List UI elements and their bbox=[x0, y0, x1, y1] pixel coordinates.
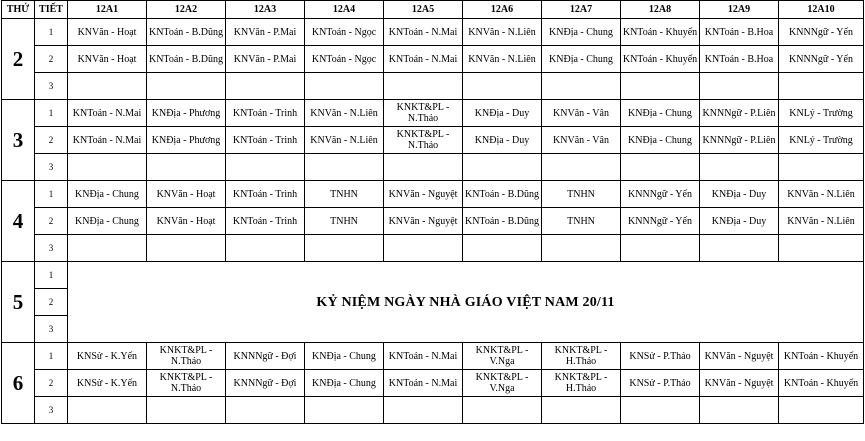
schedule-cell: KNKT&PL - V.Nga bbox=[463, 370, 542, 397]
period-number: 2 bbox=[35, 208, 68, 235]
schedule-cell bbox=[384, 397, 463, 424]
day-label: 5 bbox=[2, 262, 35, 343]
table-row bbox=[2, 262, 864, 289]
schedule-cell bbox=[384, 235, 463, 262]
schedule-cell: KNToán - Trinh bbox=[226, 100, 305, 127]
day-label: 6 bbox=[2, 343, 35, 424]
schedule-cell bbox=[621, 73, 700, 100]
header-row bbox=[2, 1, 864, 19]
schedule-cell bbox=[621, 397, 700, 424]
schedule-cell: KNVăn - Vân bbox=[542, 127, 621, 154]
schedule-cell: KNNNgữ - Đợi bbox=[226, 370, 305, 397]
table-row bbox=[2, 208, 864, 235]
header-period: TIẾT bbox=[35, 1, 68, 19]
schedule-cell bbox=[68, 397, 147, 424]
schedule-cell: KNĐịa - Duy bbox=[700, 181, 779, 208]
schedule-cell: KNToán - B.Hoa bbox=[700, 46, 779, 73]
period-number: 3 bbox=[35, 397, 68, 424]
period-number: 2 bbox=[35, 127, 68, 154]
schedule-cell: KNVăn - P.Mai bbox=[226, 46, 305, 73]
schedule-cell: TNHN bbox=[305, 181, 384, 208]
table-row bbox=[2, 235, 864, 262]
schedule-cell: KNVăn - N.Liên bbox=[779, 181, 864, 208]
schedule-cell: KNVăn - Hoạt bbox=[68, 19, 147, 46]
schedule-cell: KNToán - N.Mai bbox=[68, 100, 147, 127]
schedule-cell: KNVăn - N.Liên bbox=[305, 127, 384, 154]
schedule-cell: KNVăn - N.Liên bbox=[779, 208, 864, 235]
timetable-header bbox=[2, 1, 864, 19]
schedule-cell: KNĐịa - Chung bbox=[68, 208, 147, 235]
schedule-cell: KNToán - B.Dũng bbox=[463, 181, 542, 208]
schedule-cell: KNKT&PL - N.Thảo bbox=[147, 370, 226, 397]
table-row bbox=[2, 46, 864, 73]
schedule-cell: KNĐịa - Phương bbox=[147, 100, 226, 127]
schedule-cell: KNSử - P.Thảo bbox=[621, 370, 700, 397]
header-class: 12A10 bbox=[779, 1, 864, 19]
schedule-cell: KNĐịa - Duy bbox=[463, 100, 542, 127]
schedule-cell: KNĐịa - Duy bbox=[463, 127, 542, 154]
header-class: 12A4 bbox=[305, 1, 384, 19]
schedule-cell: KNToán - N.Mai bbox=[384, 343, 463, 370]
schedule-cell: KNSử - P.Thảo bbox=[621, 343, 700, 370]
schedule-cell bbox=[68, 235, 147, 262]
schedule-cell: KNĐịa - Chung bbox=[68, 181, 147, 208]
schedule-cell bbox=[384, 154, 463, 181]
table-row bbox=[2, 73, 864, 100]
schedule-cell: KNĐịa - Chung bbox=[542, 46, 621, 73]
schedule-cell: KNKT&PL - H.Thảo bbox=[542, 343, 621, 370]
schedule-cell bbox=[68, 154, 147, 181]
schedule-cell bbox=[147, 73, 226, 100]
schedule-cell bbox=[700, 154, 779, 181]
schedule-cell: KNToán - Trinh bbox=[226, 127, 305, 154]
schedule-cell: KNNNgữ - Yến bbox=[779, 46, 864, 73]
schedule-cell bbox=[463, 235, 542, 262]
schedule-cell: KNĐịa - Phương bbox=[147, 127, 226, 154]
table-row bbox=[2, 181, 864, 208]
schedule-cell: KNĐịa - Duy bbox=[700, 208, 779, 235]
schedule-cell: KNLý - Trường bbox=[779, 100, 864, 127]
schedule-cell: KNToán - B.Dũng bbox=[147, 46, 226, 73]
period-number: 2 bbox=[35, 289, 68, 316]
schedule-cell bbox=[542, 397, 621, 424]
schedule-cell: KNToán - Ngọc bbox=[305, 19, 384, 46]
schedule-cell: KNNNgữ - Đợi bbox=[226, 343, 305, 370]
header-class: 12A3 bbox=[226, 1, 305, 19]
schedule-cell: KNVăn - Hoạt bbox=[147, 181, 226, 208]
schedule-cell: KNKT&PL - V.Nga bbox=[463, 343, 542, 370]
schedule-cell: KNNNgữ - P.Liên bbox=[700, 100, 779, 127]
schedule-cell: KNĐịa - Chung bbox=[621, 100, 700, 127]
schedule-cell: KNVăn - N.Liên bbox=[463, 46, 542, 73]
schedule-cell: KNĐịa - Chung bbox=[305, 370, 384, 397]
period-number: 2 bbox=[35, 370, 68, 397]
schedule-cell: KNVăn - N.Liên bbox=[305, 100, 384, 127]
schedule-cell: KNKT&PL - N.Thảo bbox=[384, 100, 463, 127]
schedule-cell bbox=[147, 154, 226, 181]
header-class: 12A2 bbox=[147, 1, 226, 19]
table-row bbox=[2, 370, 864, 397]
schedule-cell bbox=[542, 73, 621, 100]
schedule-cell: TNHN bbox=[542, 181, 621, 208]
schedule-cell bbox=[226, 397, 305, 424]
schedule-cell: KNKT&PL - N.Thảo bbox=[384, 127, 463, 154]
schedule-cell bbox=[384, 73, 463, 100]
schedule-cell bbox=[305, 73, 384, 100]
table-row bbox=[2, 343, 864, 370]
schedule-cell: KNToán - Ngọc bbox=[305, 46, 384, 73]
schedule-cell: KNToán - B.Dũng bbox=[463, 208, 542, 235]
table-row bbox=[2, 397, 864, 424]
schedule-cell: KNToán - N.Mai bbox=[384, 46, 463, 73]
schedule-cell: KNSử - K.Yến bbox=[68, 370, 147, 397]
table-row bbox=[2, 154, 864, 181]
schedule-cell: KNKT&PL - H.Thảo bbox=[542, 370, 621, 397]
schedule-cell bbox=[305, 397, 384, 424]
schedule-cell bbox=[463, 397, 542, 424]
timetable bbox=[1, 0, 864, 424]
schedule-cell: KNToán - Trinh bbox=[226, 181, 305, 208]
schedule-cell bbox=[463, 73, 542, 100]
schedule-cell: KNToán - N.Mai bbox=[68, 127, 147, 154]
schedule-cell bbox=[700, 235, 779, 262]
schedule-cell: KNToán - Khuyến bbox=[779, 370, 864, 397]
day-label: 4 bbox=[2, 181, 35, 262]
timetable-body bbox=[2, 19, 864, 424]
schedule-cell: KNLý - Trường bbox=[779, 127, 864, 154]
table-row bbox=[2, 19, 864, 46]
period-number: 1 bbox=[35, 343, 68, 370]
schedule-cell bbox=[542, 154, 621, 181]
schedule-cell: KNToán - B.Dũng bbox=[147, 19, 226, 46]
schedule-cell bbox=[305, 235, 384, 262]
schedule-cell: KNVăn - Nguyệt bbox=[384, 208, 463, 235]
schedule-cell bbox=[700, 73, 779, 100]
schedule-cell bbox=[779, 235, 864, 262]
period-number: 1 bbox=[35, 19, 68, 46]
table-row bbox=[2, 100, 864, 127]
schedule-cell bbox=[226, 73, 305, 100]
schedule-cell: TNHN bbox=[305, 208, 384, 235]
schedule-cell: KNNNgữ - Yến bbox=[621, 208, 700, 235]
period-number: 1 bbox=[35, 262, 68, 289]
schedule-cell: KNNNgữ - Yến bbox=[621, 181, 700, 208]
period-number: 3 bbox=[35, 316, 68, 343]
schedule-cell: KNNNgữ - P.Liên bbox=[700, 127, 779, 154]
schedule-cell: KNVăn - Hoạt bbox=[147, 208, 226, 235]
header-class: 12A9 bbox=[700, 1, 779, 19]
schedule-cell: KNVăn - N.Liên bbox=[463, 19, 542, 46]
header-day: THỨ bbox=[2, 1, 35, 19]
schedule-cell bbox=[226, 154, 305, 181]
schedule-cell bbox=[779, 154, 864, 181]
schedule-cell bbox=[700, 397, 779, 424]
schedule-cell: KNKT&PL - N.Thảo bbox=[147, 343, 226, 370]
schedule-cell bbox=[621, 235, 700, 262]
header-class: 12A6 bbox=[463, 1, 542, 19]
schedule-cell: KNToán - Khuyến bbox=[779, 343, 864, 370]
schedule-cell: KNĐịa - Chung bbox=[621, 127, 700, 154]
schedule-cell bbox=[147, 397, 226, 424]
day-label: 2 bbox=[2, 19, 35, 100]
schedule-cell bbox=[226, 235, 305, 262]
period-number: 2 bbox=[35, 46, 68, 73]
schedule-cell bbox=[779, 397, 864, 424]
holiday-banner: KỶ NIỆM NGÀY NHÀ GIÁO VIỆT NAM 20/11 bbox=[68, 262, 864, 343]
schedule-cell: KNToán - N.Mai bbox=[384, 370, 463, 397]
schedule-cell: KNNNgữ - Yến bbox=[779, 19, 864, 46]
period-number: 1 bbox=[35, 181, 68, 208]
schedule-cell bbox=[305, 154, 384, 181]
schedule-cell: KNĐịa - Chung bbox=[542, 19, 621, 46]
schedule-cell: KNVăn - Nguyệt bbox=[384, 181, 463, 208]
schedule-cell: TNHN bbox=[542, 208, 621, 235]
schedule-cell bbox=[542, 235, 621, 262]
schedule-cell: KNVăn - Nguyệt bbox=[700, 343, 779, 370]
header-class: 12A1 bbox=[68, 1, 147, 19]
schedule-cell bbox=[147, 235, 226, 262]
header-class: 12A8 bbox=[621, 1, 700, 19]
schedule-cell: KNToán - B.Hoa bbox=[700, 19, 779, 46]
header-class: 12A5 bbox=[384, 1, 463, 19]
period-number: 3 bbox=[35, 235, 68, 262]
period-number: 3 bbox=[35, 154, 68, 181]
schedule-cell: KNVăn - Nguyệt bbox=[700, 370, 779, 397]
schedule-cell: KNToán - Trinh bbox=[226, 208, 305, 235]
schedule-cell: KNVăn - P.Mai bbox=[226, 19, 305, 46]
header-class: 12A7 bbox=[542, 1, 621, 19]
schedule-cell: KNToán - N.Mai bbox=[384, 19, 463, 46]
schedule-cell: KNSử - K.Yến bbox=[68, 343, 147, 370]
table-row bbox=[2, 127, 864, 154]
schedule-cell: KNĐịa - Chung bbox=[305, 343, 384, 370]
schedule-cell: KNToán - Khuyến bbox=[621, 19, 700, 46]
schedule-cell bbox=[68, 73, 147, 100]
schedule-cell: KNToán - Khuyến bbox=[621, 46, 700, 73]
period-number: 3 bbox=[35, 73, 68, 100]
schedule-cell bbox=[621, 154, 700, 181]
schedule-cell: KNVăn - Hoạt bbox=[68, 46, 147, 73]
schedule-cell bbox=[779, 73, 864, 100]
day-label: 3 bbox=[2, 100, 35, 181]
schedule-cell: KNVăn - Vân bbox=[542, 100, 621, 127]
period-number: 1 bbox=[35, 100, 68, 127]
schedule-cell bbox=[463, 154, 542, 181]
